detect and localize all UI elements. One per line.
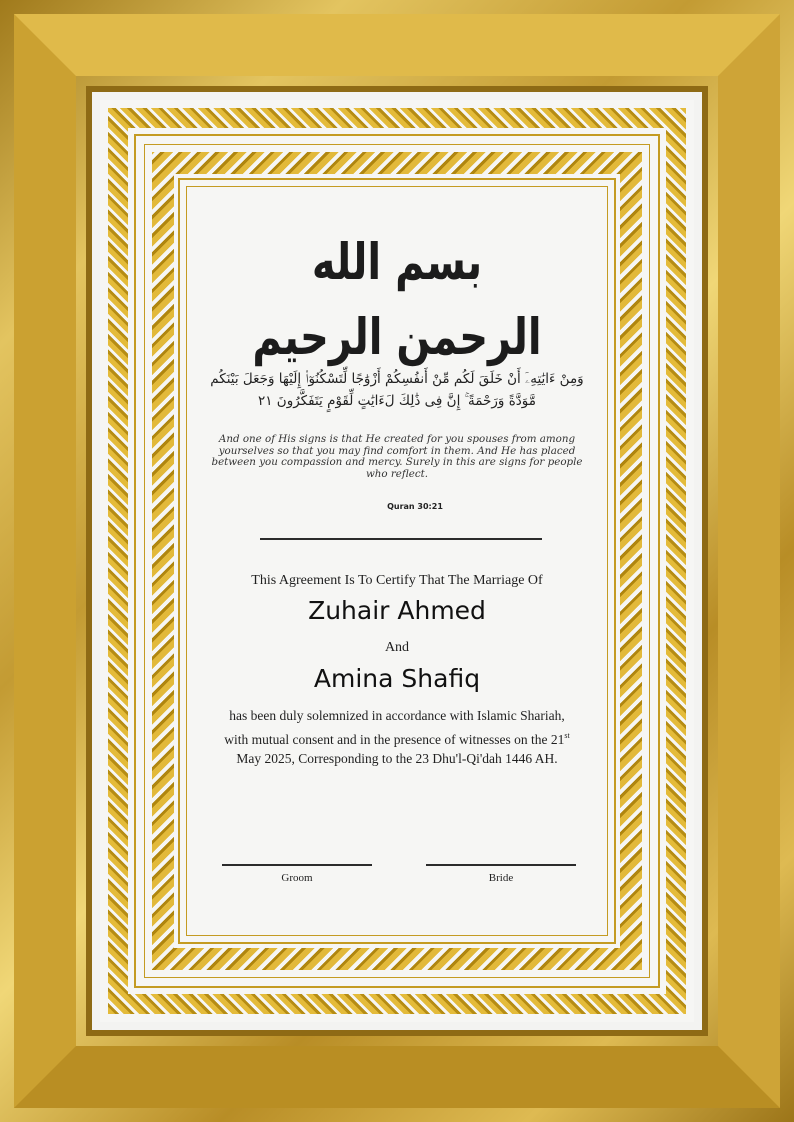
certificate-content: [100, 100, 694, 1022]
statement-line-2: with mutual consent and in the presence of witnesses on the 21: [224, 731, 565, 747]
divider-line: [260, 538, 542, 540]
solemnization-statement: [208, 706, 586, 769]
and-connector: And: [384, 640, 410, 655]
bride-name: Amina Shafiq: [313, 664, 481, 693]
ordinal-suffix: st: [564, 730, 570, 740]
certify-statement: This Agreement Is To Certify That The Marriage Of: [251, 573, 543, 588]
statement-line-1: has been duly solemnized in accordance with Islamic Shariah,: [229, 708, 565, 723]
quran-verse-arabic: وَمِنْ ءَايَٰتِهِۦٓ أَنْ خَلَقَ لَكُم مِّنْ أَنفُسِكُمْ أَزْوَٰجًا لِّتَسْكُنُوٓا۟ إِلَيْهَا وَجَعَلَ بَيْنَكُم مَّوَدَّةً وَرَحْمَةً ۚ إِنَّ فِى ذَٰلِكَ لَءَايَٰتٍ لِّقَوْمٍ يَتَفَكَّرُونَ ٢١: [210, 371, 584, 409]
certificate-paper: [100, 100, 694, 1022]
groom-label: Groom: [281, 872, 313, 884]
groom-name: Zuhair Ahmed: [308, 596, 486, 625]
verse-reference: Quran 30:21: [387, 502, 443, 511]
quran-verse-translation: And one of His signs is that He created for you spouses from among yourselves so that you may find comfort in them. And He has placed between you compassion and mercy. Surely in this are signs for people who reflect.: [211, 433, 583, 480]
bride-signature-line: [426, 864, 576, 866]
groom-signature-line: [222, 864, 372, 866]
statement-line-3: May 2025, Corresponding to the 23 Dhu'l-Qi'dah 1446 AH.: [236, 751, 558, 766]
bride-label: Bride: [488, 872, 514, 884]
bismillah-calligraphy: بسم الله الرحمن الرحيم: [252, 233, 542, 367]
